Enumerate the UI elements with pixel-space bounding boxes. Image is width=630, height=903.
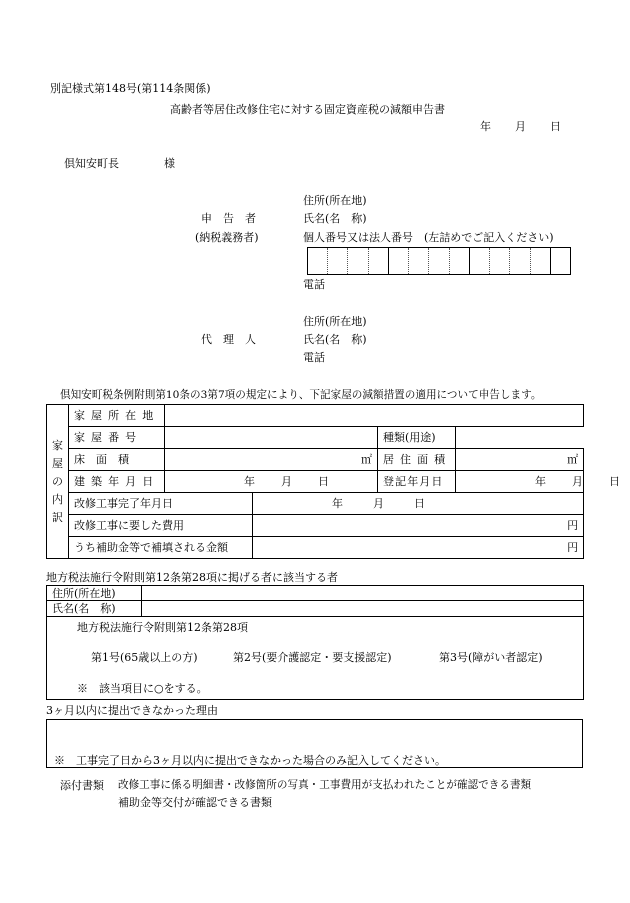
renovation-cost-field[interactable] (253, 515, 584, 537)
number-digit-box[interactable] (531, 248, 551, 274)
eligible-name-field[interactable] (142, 601, 584, 617)
eligible-address-label: 住所(所在地) (47, 586, 142, 601)
renovation-completion-label: 改修工事完了年月日 (69, 493, 253, 515)
eligible-option-2[interactable]: 第2号(要介護認定・要支援認定) (233, 651, 392, 664)
subsidy-yen: 円 (567, 541, 579, 554)
applicant-role: 申 告 者 (201, 212, 256, 225)
eligible-note: ※ 該当項目に○をする。 (77, 682, 208, 695)
renovation-cost-label: 改修工事に要した費用 (69, 515, 253, 537)
floor-area-label: 床 面 積 (69, 449, 165, 471)
declaration-text: 倶知安町税条例附則第10条の3第7項の規定により、下記家屋の減額措置の適用について申告します。 (60, 389, 542, 401)
house-details-table (46, 404, 620, 559)
number-digit-box[interactable] (490, 248, 510, 274)
eligible-heading: 地方税法施行令附則第12条第28項に掲げる者に該当する者 (46, 571, 338, 584)
date-year-label: 年 (480, 120, 491, 133)
built-date-label: 建築年月日 (69, 471, 165, 493)
date-day-label: 日 (550, 120, 561, 133)
agent-phone-label: 電話 (303, 351, 325, 364)
addressee-honorific: 様 (164, 157, 175, 170)
house-location-label: 家屋所在地 (69, 405, 165, 427)
attachments-label: 添付書類 (60, 779, 104, 792)
applicant-role-sub: (納税義務者) (195, 231, 259, 244)
applicant-name-label: 氏名(名 称) (303, 212, 367, 225)
number-digit-box[interactable] (429, 248, 449, 274)
eligible-option-3[interactable]: 第3号(障がい者認定) (439, 651, 543, 664)
house-location-field[interactable] (165, 405, 584, 427)
applicant-id-note: (左詰めでご記入ください) (424, 231, 554, 244)
number-digit-box[interactable] (308, 248, 328, 274)
addressee: 倶知安町長 (64, 157, 119, 170)
house-type-label: 種類(用途) (378, 427, 456, 449)
applicant-address-label: 住所(所在地) (303, 194, 367, 207)
eligible-name-label: 氏名(名 称) (47, 601, 142, 617)
renovation-completion-field[interactable]: 年 月 日 (253, 493, 584, 515)
number-digit-box[interactable] (450, 248, 470, 274)
number-digit-box[interactable] (551, 248, 570, 274)
eligible-address-field[interactable] (142, 586, 584, 601)
document-title: 高齢者等居住改修住宅に対する固定資産税の減額申告書 (170, 103, 445, 116)
agent-role: 代 理 人 (201, 333, 256, 346)
house-number-field[interactable] (165, 427, 378, 449)
number-digit-box[interactable] (389, 248, 409, 274)
form-number: 別記様式第148号(第114条関係) (50, 82, 211, 95)
number-digit-box[interactable] (470, 248, 490, 274)
applicant-id-label: 個人番号又は法人番号 (303, 231, 413, 244)
eligible-law-ref: 地方税法施行令附則第12条第28項 (77, 621, 248, 634)
built-date-field[interactable]: 年 月 日 (165, 471, 378, 493)
applicant-phone-label: 電話 (303, 278, 325, 291)
reason-heading: 3ヶ月以内に提出できなかった理由 (46, 704, 218, 717)
living-area-label: 居住面積 (378, 449, 456, 471)
number-digit-box[interactable] (348, 248, 368, 274)
registered-date-field[interactable]: 年 月 日 (456, 471, 584, 493)
individual-number-boxes[interactable] (307, 247, 571, 275)
renovation-cost-yen: 円 (567, 519, 579, 532)
house-number-label: 家屋番号 (69, 427, 165, 449)
date-month-label: 月 (515, 120, 526, 133)
attachments-line-1: 改修工事に係る明細書・改修箇所の写真・工事費用が支払われたことが確認できる書類 (118, 779, 532, 791)
house-type-field[interactable] (456, 427, 584, 449)
registered-date-label: 登記年月日 (378, 471, 456, 493)
eligible-table (46, 585, 584, 700)
eligible-option-1[interactable]: 第1号(65歳以上の方) (91, 651, 198, 664)
number-digit-box[interactable] (328, 248, 348, 274)
floor-area-unit: ㎡ (361, 453, 372, 466)
number-digit-box[interactable] (369, 248, 389, 274)
subsidy-field[interactable] (253, 537, 584, 559)
eligible-category-cell (47, 617, 584, 700)
house-breakdown-side-label: 家 屋 の 内 訳 (47, 405, 69, 559)
number-digit-box[interactable] (510, 248, 530, 274)
agent-address-label: 住所(所在地) (303, 315, 367, 328)
agent-name-label: 氏名(名 称) (303, 333, 367, 346)
attachments-line-2: 補助金等交付が確認できる書類 (118, 796, 272, 809)
living-area-field[interactable] (456, 449, 584, 471)
reason-note: ※ 工事完了日から3ヶ月以内に提出できなかった場合のみ記入してください。 (54, 754, 446, 767)
living-area-unit: ㎡ (567, 453, 579, 466)
number-digit-box[interactable] (409, 248, 429, 274)
floor-area-field[interactable] (165, 449, 378, 471)
subsidy-label: うち補助金等で補填される金額 (69, 537, 253, 559)
